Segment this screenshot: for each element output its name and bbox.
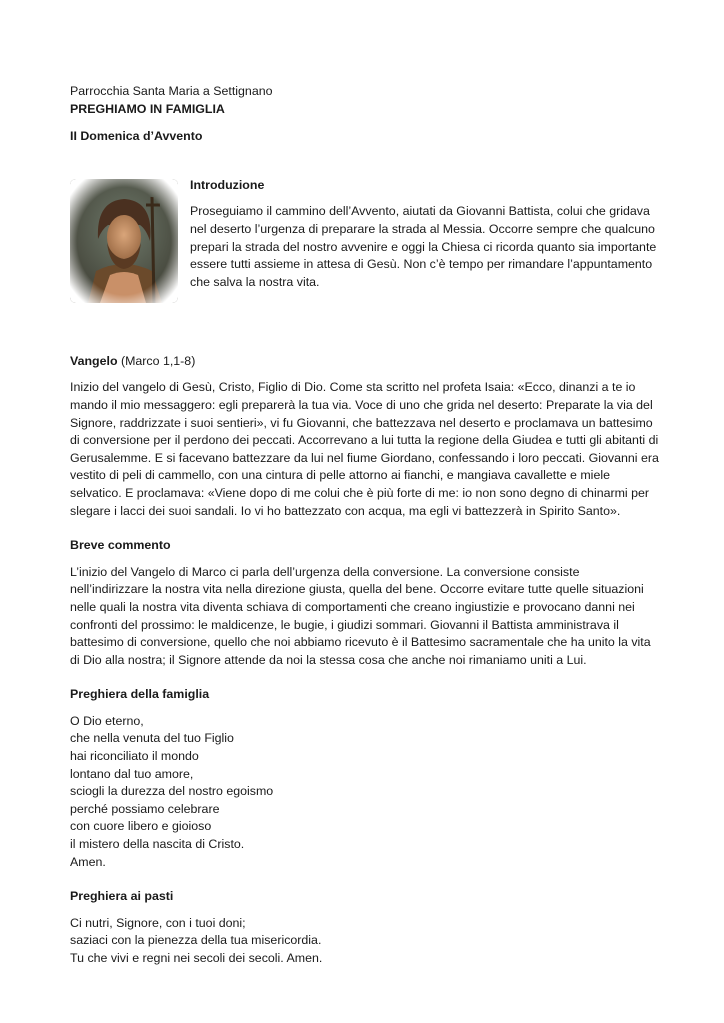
prayer-line: con cuore libero e gioioso <box>70 819 212 834</box>
gospel-reference: (Marco 1,1-8) <box>117 353 196 368</box>
family-prayer-heading: Preghiera della famiglia <box>70 687 210 702</box>
introduction-paragraph: Proseguiamo il cammino dell’Avvento, aiutati da Giovanni Battista, colui che gridava nel deserto l’urgenza di preparare la strada al Messia. Occorre sempre che qualcuno prepari la strada del nostro avvenire e oggi la Chiesa ci ricorda quanto sia importante essere tutti assieme in attesa di Gesù. Non c’è tempo per rimandare l’appuntamento che salva la nostra vita. <box>190 204 657 289</box>
introduction-heading: Introduzione <box>190 177 265 192</box>
document-title: PREGHIAMO IN FAMIGLIA <box>70 101 225 116</box>
gospel-heading-line <box>70 353 660 371</box>
prayer-line: che nella venuta del tuo Figlio <box>70 731 234 746</box>
prayer-line: perché possiamo celebrare <box>70 801 220 816</box>
gospel-heading: Vangelo <box>70 353 118 368</box>
commentary-heading: Breve commento <box>70 538 171 553</box>
parish-name: Parrocchia Santa Maria a Settignano <box>70 84 273 98</box>
family-prayer-text <box>70 713 660 871</box>
gospel-paragraph: Inizio del vangelo di Gesù, Cristo, Figlio di Dio. Come sta scritto nel profeta Isaia: «Ecco, dinanzi a te io mando il mio messaggero: egli preparerà la tua via. Voce di uno che grida nel deserto: Preparate la via del Signore, raddrizzate i suoi sentieri», vi fu Giovanni, che battezzava nel deserto e proclamava un battesimo di conversione per il perdono dei peccati. Accorrevano a lui tutta la regione della Giudea e tutti gli abitanti di Gerusalemme. E si facevano battezzare da lui nel fiume Giordano, confessando i loro peccati. Giovanni era vestito di peli di cammello, con una cintura di pelle attorno ai fianchi, e mangiava cavallette e miele selvatico. E proclamava: «Viene dopo di me colui che è più forte di me: io non sono degno di chinarmi per slegare i lacci dei suoi sandali. Io vi ho battezzato con acqua, ma egli vi battezzerà in Spirito Santo». <box>70 380 659 518</box>
prayer-line: Ci nutri, Signore, con i tuoi doni; <box>70 915 246 930</box>
prayer-line: hai riconciliato il mondo <box>70 749 199 764</box>
prayer-line: sciogli la durezza del nostro egoismo <box>70 784 274 799</box>
liturgical-sunday: II Domenica d’Avvento <box>70 129 203 144</box>
prayer-line: Amen. <box>70 854 106 869</box>
introduction-text-block <box>190 177 660 292</box>
meal-prayer-heading: Preghiera ai pasti <box>70 889 174 904</box>
prayer-line: lontano dal tuo amore, <box>70 766 194 781</box>
prayer-line: O Dio eterno, <box>70 713 144 728</box>
prayer-line: Tu che vivi e regni nei secoli dei secoli. Amen. <box>70 951 323 965</box>
commentary-paragraph: L’inizio del Vangelo di Marco ci parla dell’urgenza della conversione. La conversione consiste nell’indirizzare la nostra vita nella direzione giusta, quella del bene. Occorre evitare tutte quelle situazioni nelle quali la nostra vita diventa schiava di comportamenti che creano ingiustizie e provocano danni nei confronti del prossimo: le maldicenze, le bugie, i giudizi sommari. Giovanni il Battista amministrava il battesimo di conversione, quello che noi abbiamo ricevuto è il Battesimo sacramentale che ha unito la vita di Dio alla nostra; il Signore attende da noi la stessa cosa che anche noi rimaniamo uniti a Lui. <box>70 564 651 667</box>
meal-prayer-text <box>70 915 660 968</box>
john-the-baptist-portrait-icon <box>70 179 178 303</box>
prayer-line: saziaci con la pienezza della tua misericordia. <box>70 933 322 948</box>
document-page <box>70 83 660 968</box>
prayer-line: il mistero della nascita di Cristo. <box>70 837 245 852</box>
introduction-section <box>70 177 660 317</box>
